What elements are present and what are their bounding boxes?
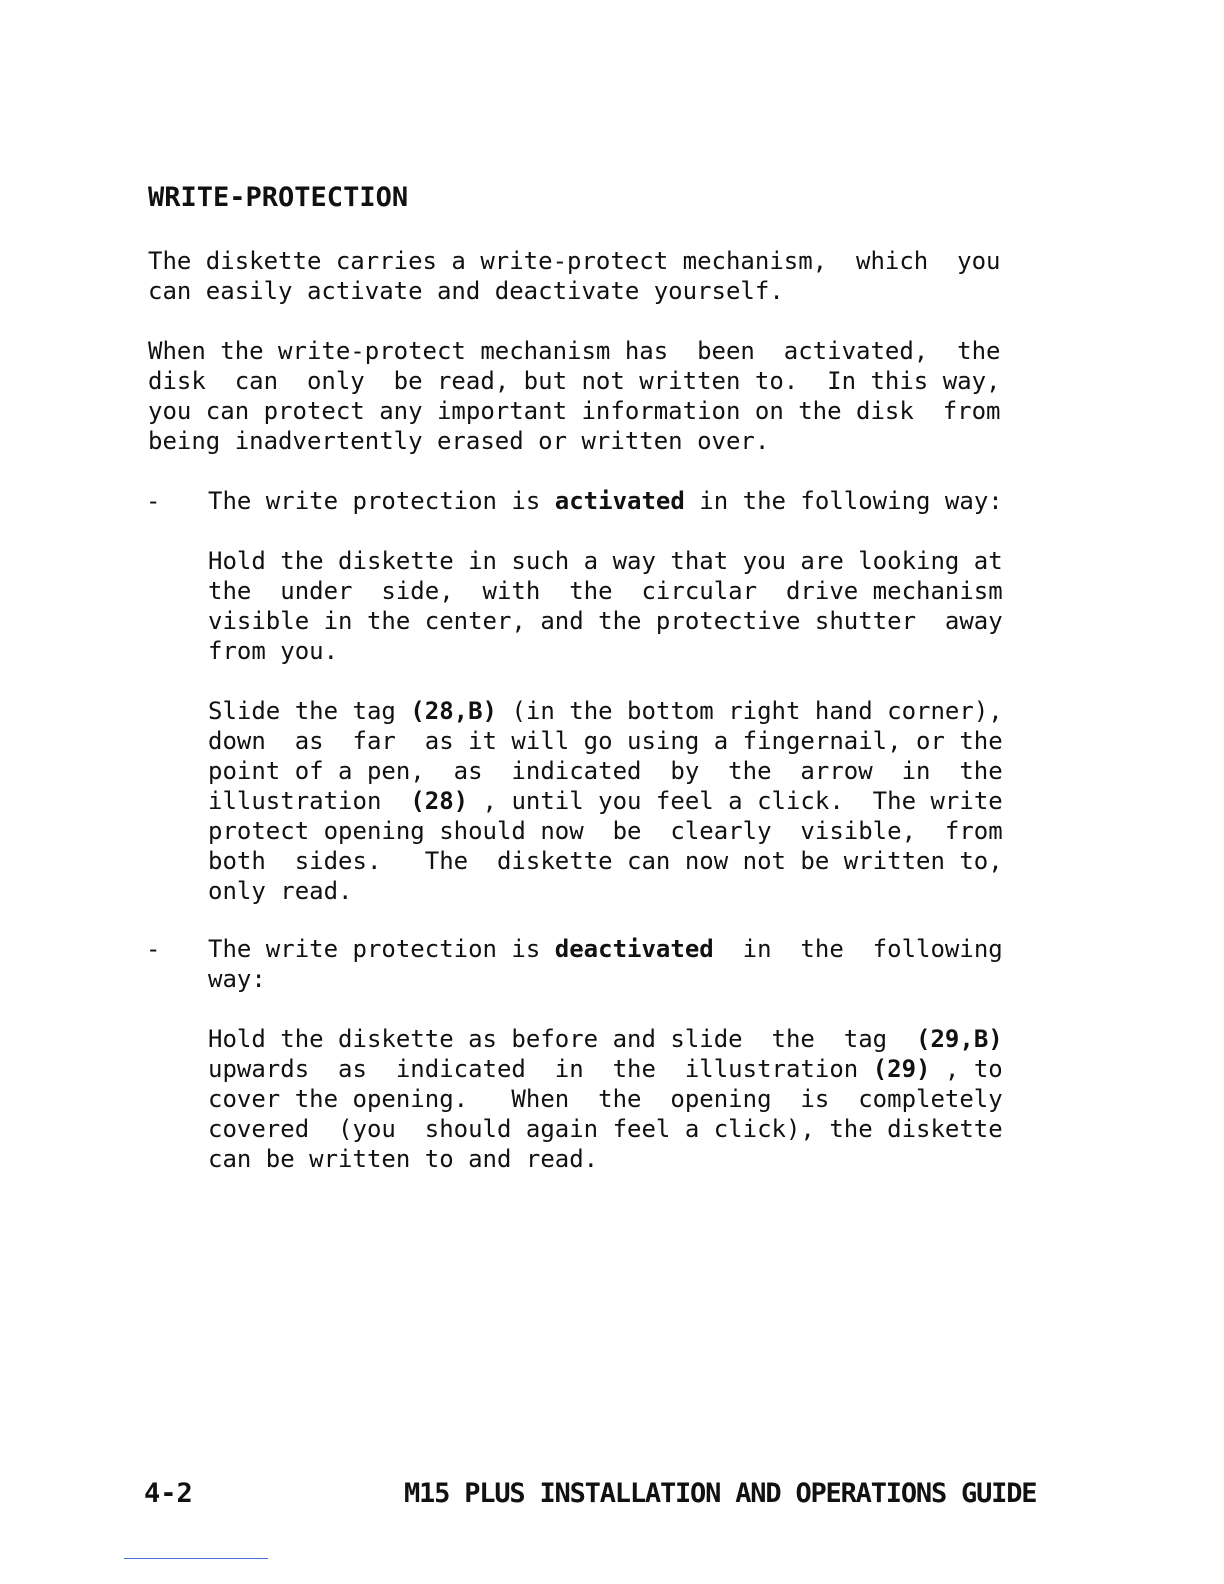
text-segment: in the following way: [684,487,1003,515]
bold-ref-28b: (28,B) [410,697,497,725]
bold-ref-29: (29) [872,1055,931,1083]
text-line: down as far as it will go using a fingernail, or the [208,727,1003,755]
activate-step-slide [208,696,1003,906]
text-line: can be written to and read. [208,1145,599,1173]
activate-step-hold [208,546,1003,666]
bold-ref-29b: (29,B) [916,1025,1003,1053]
text-line: covered (you should again feel a click), the diskette [208,1115,1003,1143]
text-segment: (in the bottom right hand corner), [497,697,1003,725]
footer-rule [124,1558,268,1559]
text-segment: illustration [208,787,411,815]
text-segment: Slide the tag [208,697,411,725]
text-line: point of a pen, as indicated by the arrow in the [208,757,1003,785]
text-line: can easily activate and deactivate yourself. [148,277,784,305]
text-segment: in the following [713,935,1003,963]
intro-paragraph [148,246,1001,306]
text-line: protect opening should now be clearly visible, from [208,817,1003,845]
page-number: 4-2 [144,1478,193,1509]
text-line: cover the opening. When the opening is completely [208,1085,1003,1113]
text-line: way: [208,965,266,993]
text-line: you can protect any important information on the disk from [148,397,1001,425]
text-line: Hold the diskette in such a way that you are looking at [208,547,1003,575]
bullet-dash: - [146,935,161,963]
text-line: When the write-protect mechanism has been activated, the [148,337,1001,365]
text-line: from you. [208,637,339,665]
write-protect-paragraph [148,336,1001,456]
text-line: visible in the center, and the protective shutter away [208,607,1003,635]
page-title: WRITE-PROTECTION [148,182,409,213]
bold-term-activated: activated [554,487,685,515]
bold-ref-28: (28) [410,787,469,815]
text-segment: upwards as indicated in the illustration [208,1055,873,1083]
bullet-dash: - [146,487,161,515]
guide-title: M15 PLUS INSTALLATION AND OPERATIONS GUIDE [404,1478,1037,1509]
text-segment: , to [930,1055,1003,1083]
text-segment: , until you feel a click. The write [468,787,1003,815]
deactivate-step-slide [208,1024,1003,1174]
text-line: both sides. The diskette can now not be written to, [208,847,1003,875]
text-segment: Hold the diskette as before and slide the tag [208,1025,917,1053]
text-line: the under side, with the circular drive mechanism [208,577,1003,605]
text-line: only read. [208,877,353,905]
text-segment: The write protection is [208,935,555,963]
text-line: The diskette carries a write-protect mechanism, which you [148,247,1001,275]
text-line: being inadvertently erased or written over. [148,427,770,455]
text-segment: The write protection is [208,487,555,515]
deactivate-heading [208,934,1003,994]
text-line: disk can only be read, but not written to. In this way, [148,367,1001,395]
bold-term-deactivated: deactivated [554,935,714,963]
activate-heading [208,486,1003,516]
